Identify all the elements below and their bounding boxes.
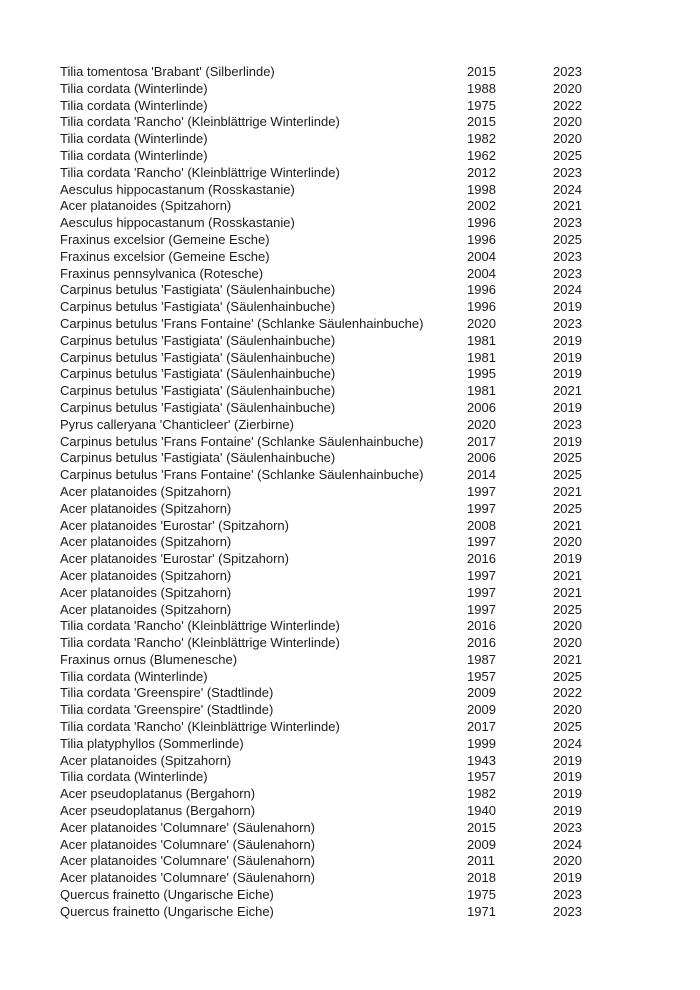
year-second: 2019 (553, 299, 582, 315)
table-row (60, 215, 670, 232)
species-name: Tilia cordata (Winterlinde) (60, 769, 208, 785)
year-second: 2020 (553, 702, 582, 718)
year-first: 2016 (467, 635, 496, 651)
species-name: Tilia cordata 'Rancho' (Kleinblättrige Winterlinde) (60, 635, 340, 651)
table-row (60, 585, 670, 602)
table-row (60, 736, 670, 753)
species-name: Acer pseudoplatanus (Bergahorn) (60, 803, 256, 819)
year-second: 2021 (553, 567, 582, 583)
year-second: 2023 (553, 248, 582, 264)
species-name: Tilia cordata 'Greenspire' (Stadtlinde) (60, 702, 274, 718)
table-row (60, 685, 670, 702)
table-row (60, 131, 670, 148)
year-first: 2016 (467, 551, 496, 567)
year-first: 2009 (467, 836, 496, 852)
table-row (60, 467, 670, 484)
table-row (60, 299, 670, 316)
species-name: Carpinus betulus 'Frans Fontaine' (Schlanke Säulenhainbuche) (60, 315, 424, 331)
table-row (60, 501, 670, 518)
year-first: 1997 (467, 500, 496, 516)
year-first: 1997 (467, 601, 496, 617)
year-first: 1997 (467, 584, 496, 600)
year-first: 2011 (467, 853, 495, 869)
year-second: 2024 (553, 735, 582, 751)
year-second: 2019 (553, 803, 582, 819)
year-second: 2025 (553, 231, 582, 247)
table-row (60, 853, 670, 870)
year-first: 2015 (467, 114, 496, 130)
table-row (60, 803, 670, 820)
species-name: Fraxinus pennsylvanica (Rotesche) (60, 265, 264, 281)
year-second: 2023 (553, 315, 582, 331)
table-row (60, 870, 670, 887)
species-name: Fraxinus excelsior (Gemeine Esche) (60, 248, 270, 264)
year-first: 1943 (467, 752, 496, 768)
year-second: 2020 (553, 635, 582, 651)
table-row (60, 534, 670, 551)
year-second: 2020 (553, 114, 582, 130)
species-name: Acer platanoides 'Eurostar' (Spitzahorn) (60, 551, 289, 567)
year-first: 1957 (467, 668, 496, 684)
year-first: 2018 (467, 870, 496, 886)
species-name: Pyrus calleryana 'Chanticleer' (Zierbirne) (60, 416, 294, 432)
species-name: Quercus frainetto (Ungarische Eiche) (60, 903, 274, 919)
table-row (60, 316, 670, 333)
year-second: 2021 (553, 584, 582, 600)
table-row (60, 350, 670, 367)
species-name: Acer platanoides (Spitzahorn) (60, 601, 232, 617)
year-second: 2020 (553, 131, 582, 147)
species-name: Carpinus betulus 'Fastigiata' (Säulenhainbuche) (60, 349, 336, 365)
species-name: Acer platanoides 'Columnare' (Säulenahorn) (60, 836, 315, 852)
table-row (60, 114, 670, 131)
year-second: 2024 (553, 282, 582, 298)
species-name: Tilia cordata (Winterlinde) (60, 97, 208, 113)
table-row (60, 820, 670, 837)
year-first: 2015 (467, 64, 496, 79)
year-first: 1971 (467, 903, 496, 919)
species-name: Acer platanoides (Spitzahorn) (60, 483, 232, 499)
species-name: Tilia cordata (Winterlinde) (60, 147, 208, 163)
species-name: Carpinus betulus 'Fastigiata' (Säulenhainbuche) (60, 299, 336, 315)
species-name: Tilia cordata 'Rancho' (Kleinblättrige Winterlinde) (60, 719, 340, 735)
table-row (60, 232, 670, 249)
table-row (60, 383, 670, 400)
year-second: 2023 (553, 215, 582, 231)
year-first: 1996 (467, 231, 496, 247)
year-second: 2024 (553, 181, 582, 197)
year-second: 2019 (553, 366, 582, 382)
table-row (60, 182, 670, 199)
table-row (60, 635, 670, 652)
year-second: 2019 (553, 752, 582, 768)
table-row (60, 786, 670, 803)
table-row (60, 702, 670, 719)
year-first: 1940 (467, 803, 496, 819)
year-second: 2025 (553, 147, 582, 163)
species-name: Aesculus hippocastanum (Rosskastanie) (60, 181, 295, 197)
year-first: 1975 (467, 887, 496, 903)
year-second: 2021 (553, 651, 582, 667)
species-name: Carpinus betulus 'Fastigiata' (Säulenhainbuche) (60, 383, 336, 399)
year-second: 2024 (553, 836, 582, 852)
table-row (60, 568, 670, 585)
year-first: 2020 (467, 416, 496, 432)
year-second: 2025 (553, 467, 582, 483)
year-second: 2023 (553, 265, 582, 281)
year-first: 2012 (467, 164, 496, 180)
species-name: Acer platanoides 'Eurostar' (Spitzahorn) (60, 517, 289, 533)
table-row (60, 81, 670, 98)
table-row (60, 417, 670, 434)
year-second: 2019 (553, 349, 582, 365)
species-name: Acer platanoides 'Columnare' (Säulenahorn) (60, 819, 315, 835)
species-name: Tilia platyphyllos (Sommerlinde) (60, 735, 244, 751)
table-row (60, 400, 670, 417)
year-first: 1988 (467, 80, 496, 96)
species-name: Acer platanoides (Spitzahorn) (60, 584, 232, 600)
year-first: 1997 (467, 534, 496, 550)
table-row (60, 64, 670, 81)
year-second: 2022 (553, 685, 582, 701)
year-first: 2004 (467, 265, 496, 281)
species-name: Acer platanoides (Spitzahorn) (60, 500, 232, 516)
year-first: 1996 (467, 299, 496, 315)
table-row (60, 98, 670, 115)
table-row (60, 333, 670, 350)
species-name: Carpinus betulus 'Fastigiata' (Säulenhainbuche) (60, 450, 336, 466)
species-name: Tilia tomentosa 'Brabant' (Silberlinde) (60, 64, 275, 79)
year-second: 2025 (553, 601, 582, 617)
year-first: 2020 (467, 315, 496, 331)
year-first: 1982 (467, 786, 496, 802)
year-second: 2019 (553, 769, 582, 785)
year-second: 2025 (553, 668, 582, 684)
year-first: 1981 (467, 383, 496, 399)
year-second: 2023 (553, 887, 582, 903)
species-name: Carpinus betulus 'Frans Fontaine' (Schlanke Säulenhainbuche) (60, 433, 424, 449)
table-row (60, 904, 670, 921)
table-row (60, 551, 670, 568)
year-first: 1975 (467, 97, 496, 113)
table-row (60, 602, 670, 619)
year-first: 1995 (467, 366, 496, 382)
year-first: 1957 (467, 769, 496, 785)
year-first: 2015 (467, 819, 496, 835)
year-second: 2023 (553, 64, 582, 79)
species-name: Tilia cordata (Winterlinde) (60, 668, 208, 684)
table-row (60, 282, 670, 299)
species-name: Carpinus betulus 'Fastigiata' (Säulenhainbuche) (60, 282, 336, 298)
year-second: 2019 (553, 332, 582, 348)
year-second: 2023 (553, 903, 582, 919)
year-first: 2008 (467, 517, 496, 533)
year-first: 2006 (467, 450, 496, 466)
year-first: 1981 (467, 332, 496, 348)
year-first: 2017 (467, 433, 496, 449)
year-first: 1982 (467, 131, 496, 147)
year-first: 1997 (467, 483, 496, 499)
species-name: Aesculus hippocastanum (Rosskastanie) (60, 215, 295, 231)
species-name: Carpinus betulus 'Fastigiata' (Säulenhainbuche) (60, 399, 336, 415)
table-row (60, 652, 670, 669)
species-name: Tilia cordata (Winterlinde) (60, 131, 208, 147)
year-first: 2014 (467, 467, 496, 483)
year-second: 2020 (553, 80, 582, 96)
table-row (60, 518, 670, 535)
species-name: Tilia cordata (Winterlinde) (60, 80, 208, 96)
year-second: 2019 (553, 433, 582, 449)
table-row (60, 366, 670, 383)
year-first: 1998 (467, 181, 496, 197)
species-name: Fraxinus ornus (Blumenesche) (60, 651, 238, 667)
table-row (60, 887, 670, 904)
table-row (60, 198, 670, 215)
year-second: 2021 (553, 198, 582, 214)
table-row (60, 165, 670, 182)
year-first: 2016 (467, 618, 496, 634)
tree-table (60, 64, 670, 921)
year-first: 1981 (467, 349, 496, 365)
species-name: Carpinus betulus 'Fastigiata' (Säulenhainbuche) (60, 332, 336, 348)
year-second: 2025 (553, 500, 582, 516)
year-second: 2025 (553, 450, 582, 466)
table-row (60, 484, 670, 501)
year-first: 2017 (467, 719, 496, 735)
species-name: Acer platanoides 'Columnare' (Säulenahorn) (60, 870, 315, 886)
species-name: Fraxinus excelsior (Gemeine Esche) (60, 231, 270, 247)
year-second: 2019 (553, 399, 582, 415)
year-second: 2020 (553, 853, 582, 869)
table-row (60, 249, 670, 266)
table-row (60, 837, 670, 854)
year-first: 1996 (467, 282, 496, 298)
year-first: 1996 (467, 215, 496, 231)
year-first: 2004 (467, 248, 496, 264)
table-row (60, 753, 670, 770)
species-name: Acer platanoides 'Columnare' (Säulenahorn) (60, 853, 315, 869)
species-name: Tilia cordata 'Greenspire' (Stadtlinde) (60, 685, 274, 701)
year-second: 2021 (553, 483, 582, 499)
year-second: 2020 (553, 534, 582, 550)
species-name: Acer platanoides (Spitzahorn) (60, 752, 232, 768)
year-second: 2019 (553, 786, 582, 802)
table-row (60, 266, 670, 283)
year-second: 2020 (553, 618, 582, 634)
species-name: Acer platanoides (Spitzahorn) (60, 198, 232, 214)
table-row (60, 618, 670, 635)
species-name: Acer platanoides (Spitzahorn) (60, 567, 232, 583)
year-first: 1987 (467, 651, 496, 667)
year-second: 2019 (553, 551, 582, 567)
species-name: Carpinus betulus 'Fastigiata' (Säulenhainbuche) (60, 366, 336, 382)
year-first: 1997 (467, 567, 496, 583)
year-first: 2009 (467, 685, 496, 701)
species-name: Tilia cordata 'Rancho' (Kleinblättrige Winterlinde) (60, 618, 340, 634)
species-name: Acer pseudoplatanus (Bergahorn) (60, 786, 256, 802)
year-second: 2021 (553, 517, 582, 533)
year-first: 2006 (467, 399, 496, 415)
year-second: 2021 (553, 383, 582, 399)
year-first: 2009 (467, 702, 496, 718)
year-second: 2023 (553, 416, 582, 432)
year-second: 2023 (553, 819, 582, 835)
species-name: Acer platanoides (Spitzahorn) (60, 534, 232, 550)
species-name: Quercus frainetto (Ungarische Eiche) (60, 887, 274, 903)
year-second: 2025 (553, 719, 582, 735)
year-second: 2023 (553, 164, 582, 180)
year-first: 1962 (467, 147, 496, 163)
table-row (60, 719, 670, 736)
year-first: 2002 (467, 198, 496, 214)
year-second: 2019 (553, 870, 582, 886)
table-row (60, 450, 670, 467)
table-row (60, 669, 670, 686)
species-name: Tilia cordata 'Rancho' (Kleinblättrige Winterlinde) (60, 164, 340, 180)
species-name: Carpinus betulus 'Frans Fontaine' (Schlanke Säulenhainbuche) (60, 467, 424, 483)
table-row (60, 434, 670, 451)
species-name: Tilia cordata 'Rancho' (Kleinblättrige Winterlinde) (60, 114, 340, 130)
year-first: 1999 (467, 735, 496, 751)
year-second: 2022 (553, 97, 582, 113)
table-row (60, 148, 670, 165)
table-row (60, 769, 670, 786)
